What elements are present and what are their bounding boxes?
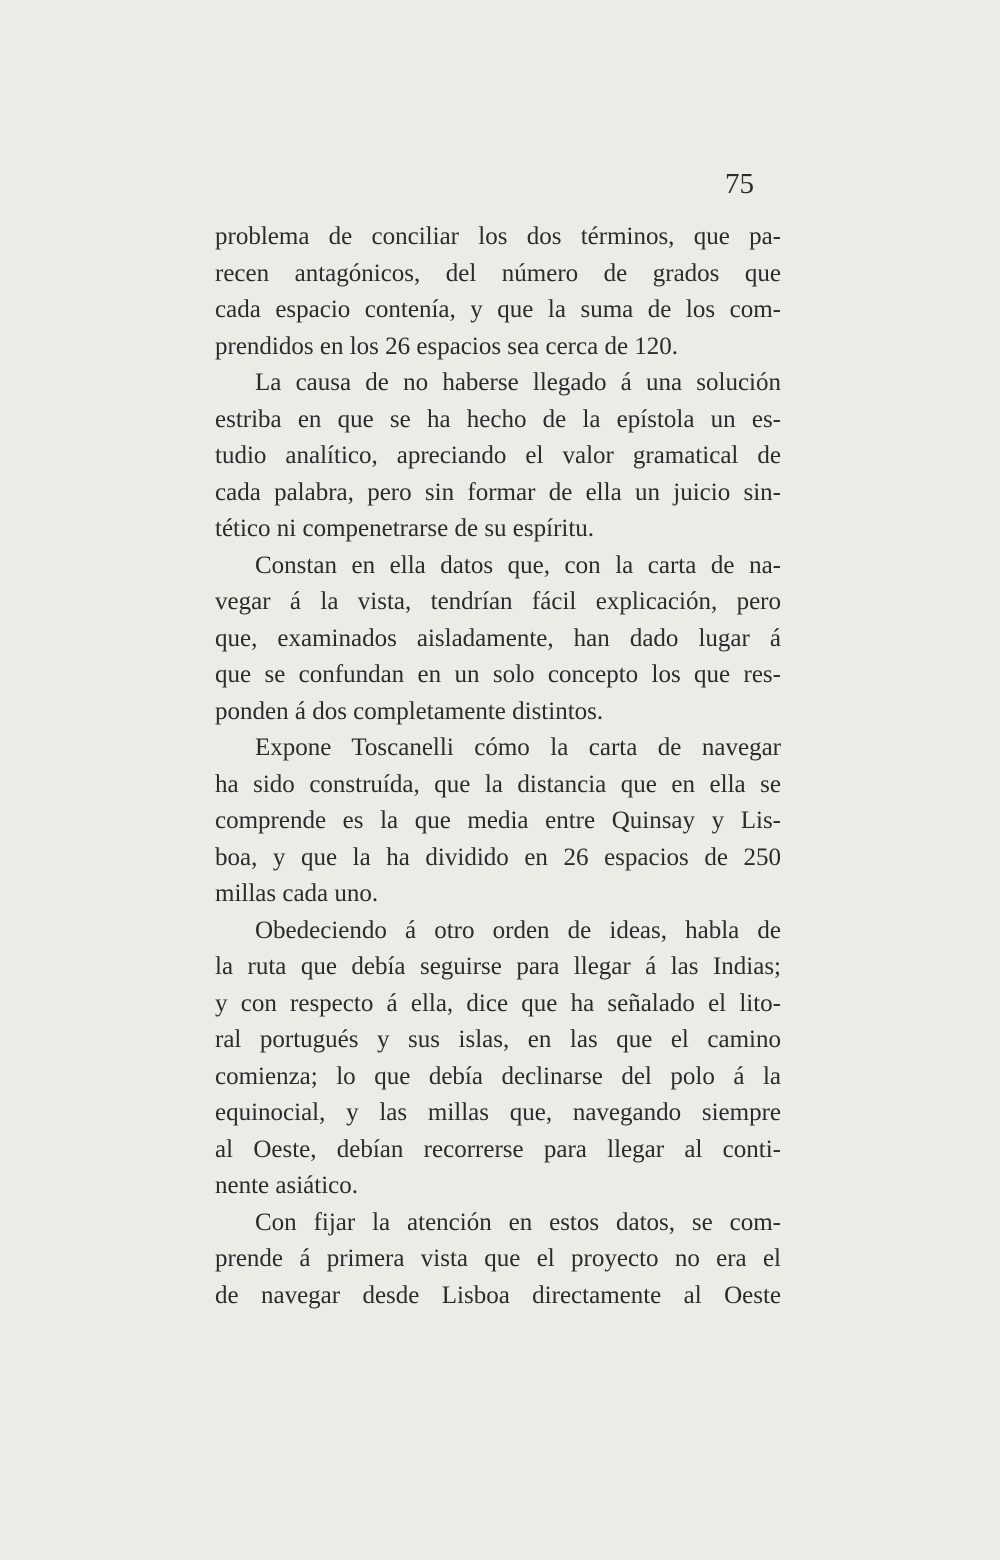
paragraph [215, 365, 781, 548]
text-line: ral portugués y sus islas, en las que el camino [215, 1026, 781, 1053]
paragraph [215, 730, 781, 913]
text-line: estriba en que se ha hecho de la epístola un es- [215, 405, 781, 433]
paragraph [215, 548, 781, 731]
text-line: millas cada uno. [215, 880, 379, 907]
paragraph [215, 913, 781, 1205]
text-line: al Oeste, debían recorrerse para llegar al conti- [215, 1135, 781, 1163]
text-line: Obedeciendo á otro orden de ideas, habla de [255, 916, 781, 944]
text-line: y con respecto á ella, dice que ha señalado el lito- [215, 989, 781, 1017]
page-number: 75 [725, 168, 754, 200]
text-line: prende á primera vista que el proyecto no era el [215, 1245, 781, 1272]
text-line: recen antagónicos, del número de grados que [215, 259, 781, 287]
text-line: de navegar desde Lisboa directamente al Oeste [215, 1281, 781, 1309]
text-line: comienza; lo que debía declinarse del polo á la [215, 1062, 781, 1090]
paragraph [215, 219, 781, 365]
text-line: que, examinados aisladamente, han dado lugar á [215, 624, 781, 652]
text-line: La causa de no haberse llegado á una solución [255, 369, 781, 396]
text-line: cada espacio contenía, y que la suma de los com- [215, 296, 781, 323]
text-line: boa, y que la ha dividido en 26 espacios de 250 [215, 843, 781, 871]
text-line: nente asiático. [215, 1172, 358, 1199]
text-line: cada palabra, pero sin formar de ella un juicio sin- [215, 478, 781, 506]
text-line: vegar á la vista, tendrían fácil explicación, pero [215, 588, 781, 615]
text-line: ponden á dos completamente distintos. [215, 697, 604, 725]
text-line: Constan en ella datos que, con la carta de na- [255, 551, 781, 579]
text-line: tético ni compenetrarse de su espíritu. [215, 515, 595, 542]
paragraph [215, 1205, 781, 1315]
text-line: Expone Toscanelli cómo la carta de navegar [255, 734, 781, 761]
text-line: que se confundan en un solo concepto los que res- [215, 661, 781, 688]
text-line: prendidos en los 26 espacios sea cerca de 120. [215, 332, 679, 360]
text-line: equinocial, y las millas que, navegando siempre [215, 1099, 781, 1126]
text-line: la ruta que debía seguirse para llegar á las Indias; [215, 953, 781, 980]
body-text [215, 219, 781, 1314]
text-line: problema de conciliar los dos términos, que pa- [215, 223, 781, 250]
text-line: comprende es la que media entre Quinsay y Lis- [215, 807, 781, 834]
text-line: ha sido construída, que la distancia que en ella se [215, 770, 781, 798]
text-line: tudio analítico, apreciando el valor gramatical de [215, 442, 781, 469]
text-line: Con fijar la atención en estos datos, se com- [255, 1208, 781, 1236]
